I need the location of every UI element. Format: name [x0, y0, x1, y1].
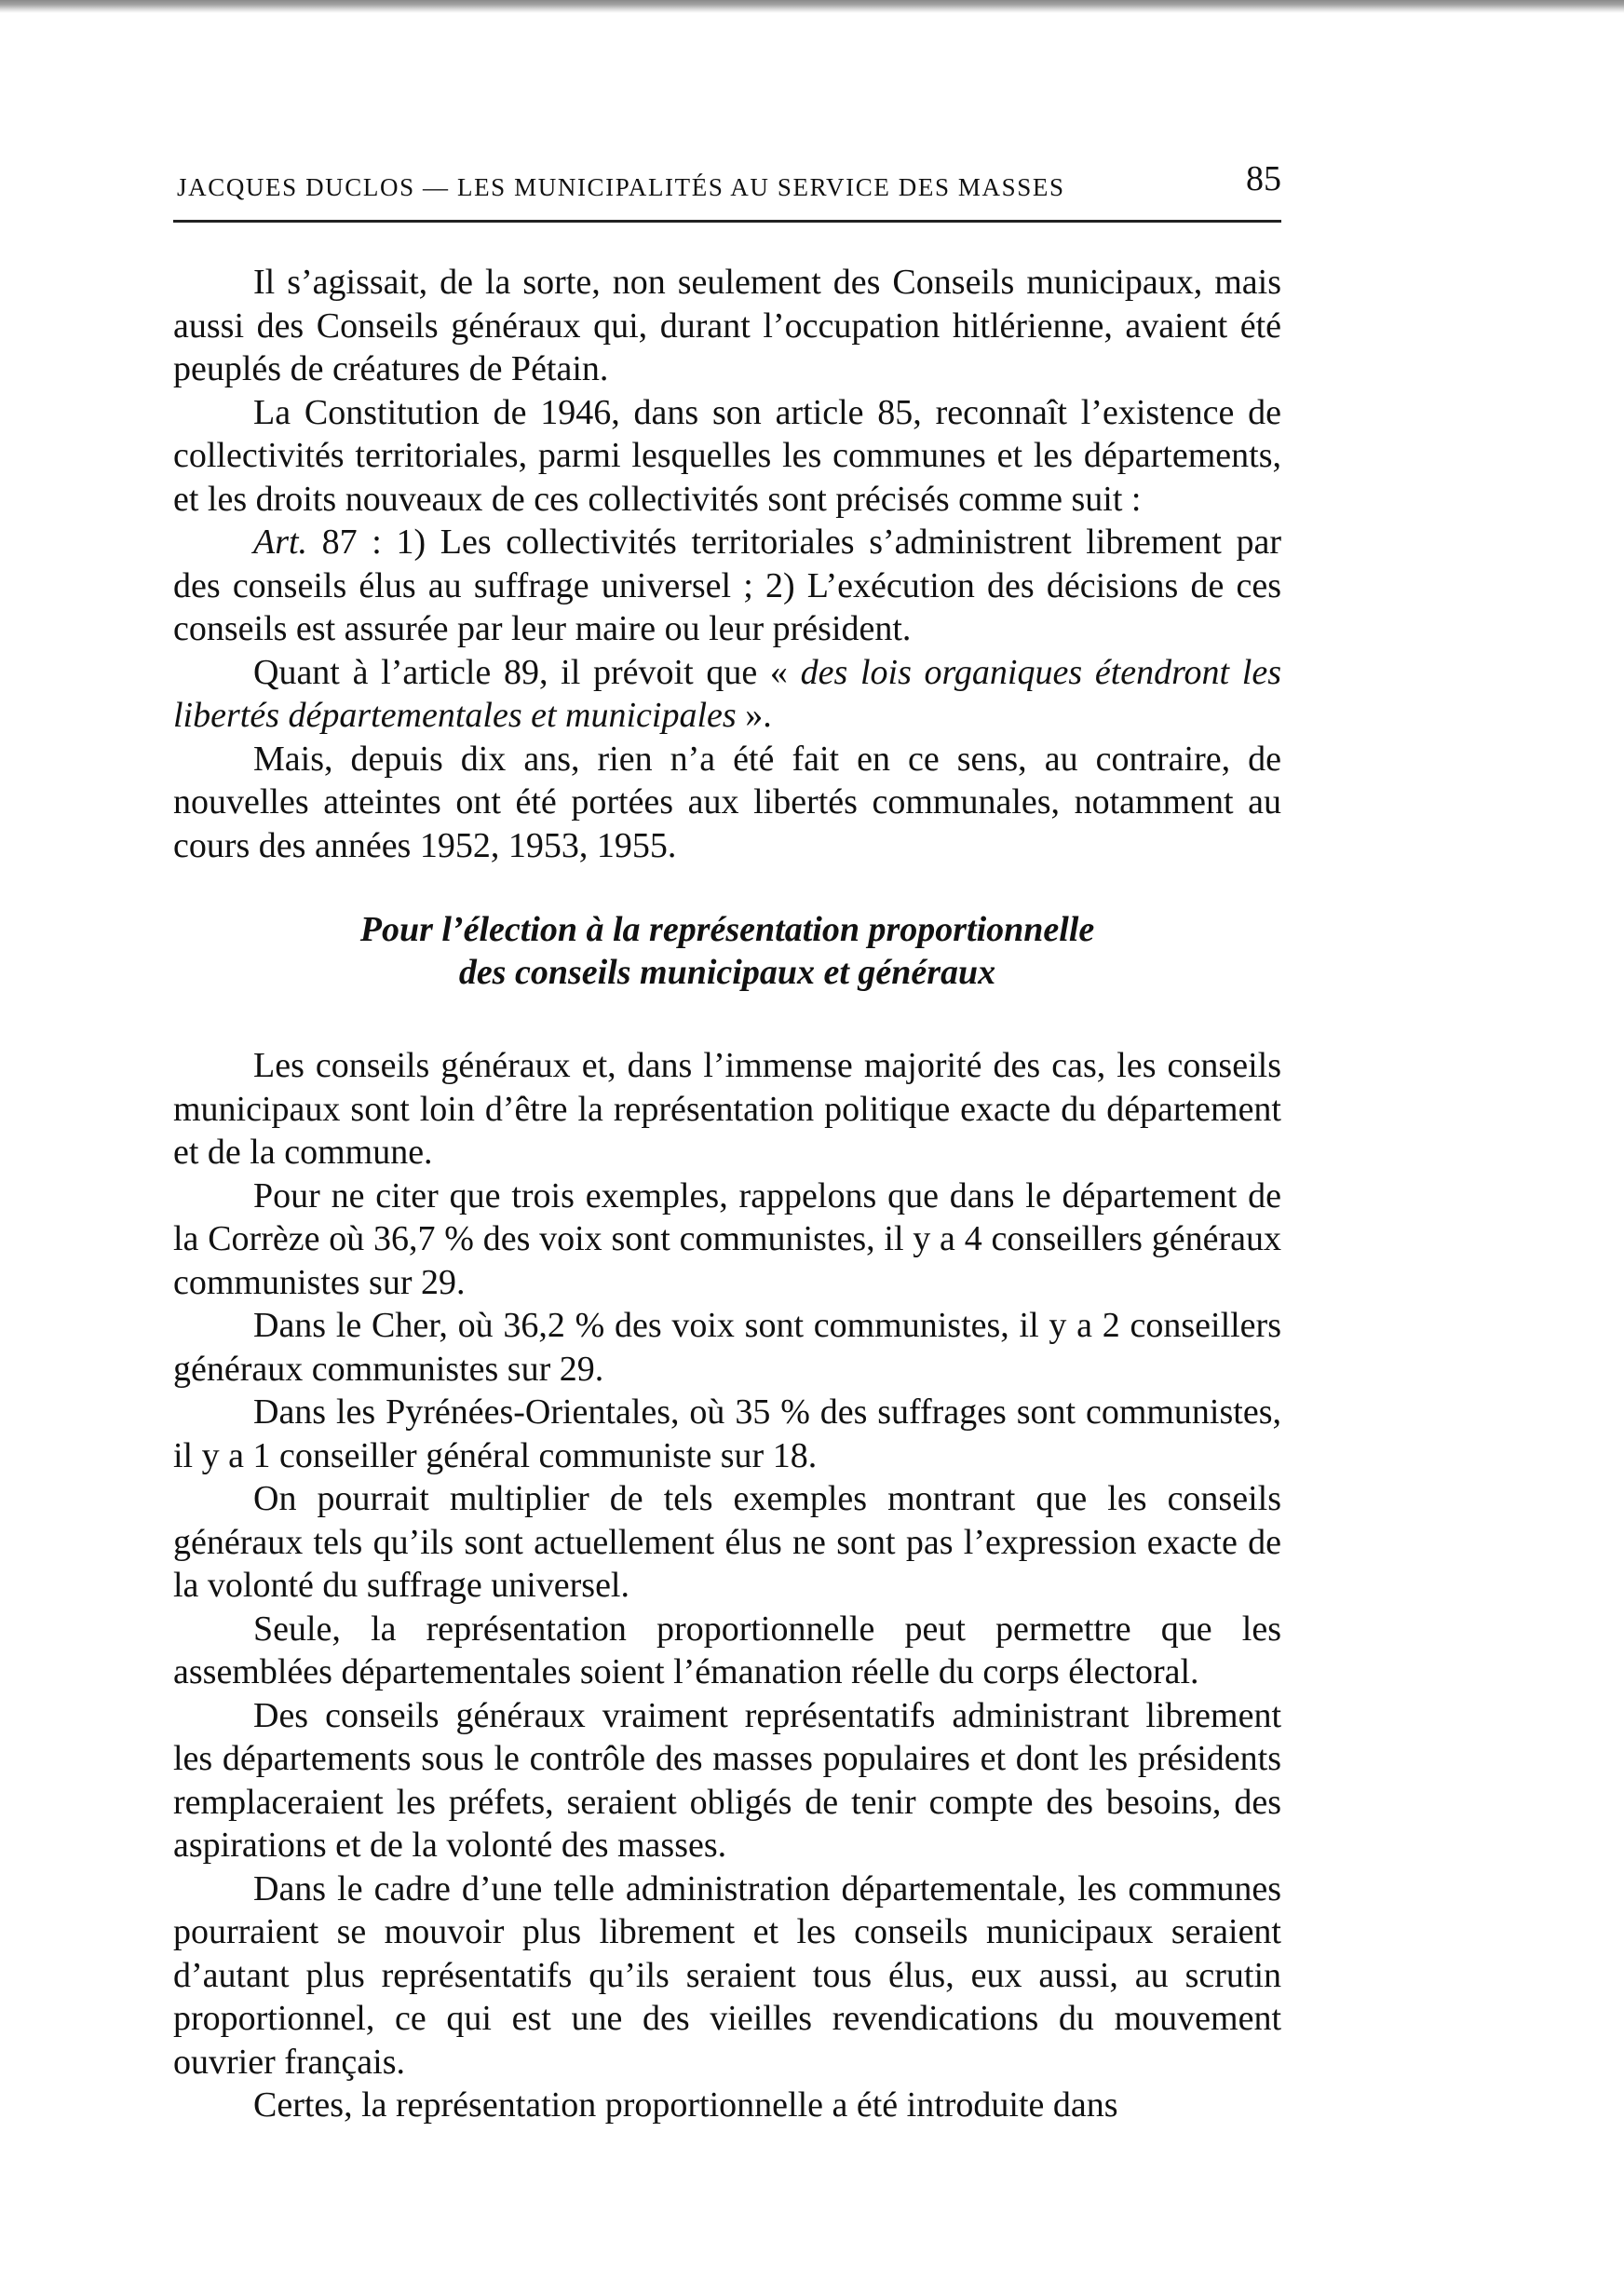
page-number: 85 — [1246, 159, 1281, 198]
paragraph: Dans le cadre d’une telle administration départementale, les communes pourraient se mouvoir plus librement et les conseils municipaux seraient d’autant plus représentatifs qu’ils seraient tous élus, eux aussi, au scrutin proportionnel, ce qui est une des vieilles revendications du mouvement ouvrier français. — [173, 1868, 1281, 2082]
paragraph: On pourrait multiplier de tels exemples montrant que les conseils généraux tels qu’ils sont actuellement élus ne sont pas l’expression exacte de la volonté du suffrage universel. — [173, 1479, 1281, 1605]
quote-paragraph — [173, 651, 1281, 738]
article-text: 87 : 1) Les collectivités territoriales s’administrent librement par des conseils élus au suffrage universel ; 2) L’exécution des décisions de ces conseils est assurée par leur maire ou leur président. — [173, 523, 1281, 648]
paragraph: Dans les Pyrénées-Orientales, où 35 % des suffrages sont communistes, il y a 1 conseiller général communiste sur 18. — [173, 1392, 1281, 1475]
running-header-title: JACQUES DUCLOS — LES MUNICIPALITÉS AU SERVICE DES MASSES — [177, 173, 1065, 201]
article-label: Art. — [253, 523, 308, 562]
running-header — [173, 158, 1281, 216]
section-heading — [173, 908, 1281, 994]
page-body — [173, 261, 1281, 2127]
paragraph: Il s’agissait, de la sorte, non seulement des Conseils municipaux, mais aussi des Conseils généraux qui, durant l’occupation hitlérienne, avaient été peuplés de créatures de Pétain. — [173, 263, 1281, 388]
paragraph: La Constitution de 1946, dans son article 85, reconnaît l’existence de collectivités territoriales, parmi lesquelles les communes et les départements, et les droits nouveaux de ces collectivités sont précisés comme suit : — [173, 392, 1281, 519]
quote-text: des lois organiques étendront les libertés départementales et municipales — [173, 652, 1281, 735]
section-heading-line: Pour l’élection à la représentation proportionnelle — [359, 910, 1095, 949]
paragraph: Seule, la représentation proportionnelle peut permettre que les assemblées départementales soient l’émanation réelle du corps électoral. — [173, 1609, 1281, 1691]
section-heading-line: des conseils municipaux et généraux — [458, 953, 996, 992]
scan-top-edge — [0, 0, 1624, 13]
article-paragraph — [173, 521, 1281, 651]
quote-tail: ». — [736, 696, 772, 735]
paragraph: Pour ne citer que trois exemples, rappelons que dans le département de la Corrèze où 36,7 % des voix sont communistes, il y a 4 conseillers généraux communistes sur 29. — [173, 1175, 1281, 1302]
quote-lead: Quant à l’article 89, il prévoit que « — [253, 652, 801, 692]
paragraph: Dans le Cher, où 36,2 % des voix sont communistes, il y a 2 conseillers généraux communistes sur 29. — [173, 1306, 1281, 1389]
paragraph: Des conseils généraux vraiment représentatifs administrant librement les départements sous le contrôle des masses populaires et dont les présidents remplaceraient les préfets, seraient obligés de tenir compte des besoins, des aspirations et de la volonté des masses. — [173, 1695, 1281, 1865]
paragraph: Les conseils généraux et, dans l’immense majorité des cas, les conseils municipaux sont loin d’être la représentation politique exacte du département et de la commune. — [173, 1046, 1281, 1172]
paragraph: Mais, depuis dix ans, rien n’a été fait en ce sens, au contraire, de nouvelles atteintes ont été portées aux libertés communales, notamment au cours des années 1952, 1953, 1955. — [173, 739, 1281, 865]
paragraph-continued: Certes, la représentation proportionnelle a été introduite dans — [253, 2085, 1118, 2125]
header-rule — [173, 220, 1281, 223]
